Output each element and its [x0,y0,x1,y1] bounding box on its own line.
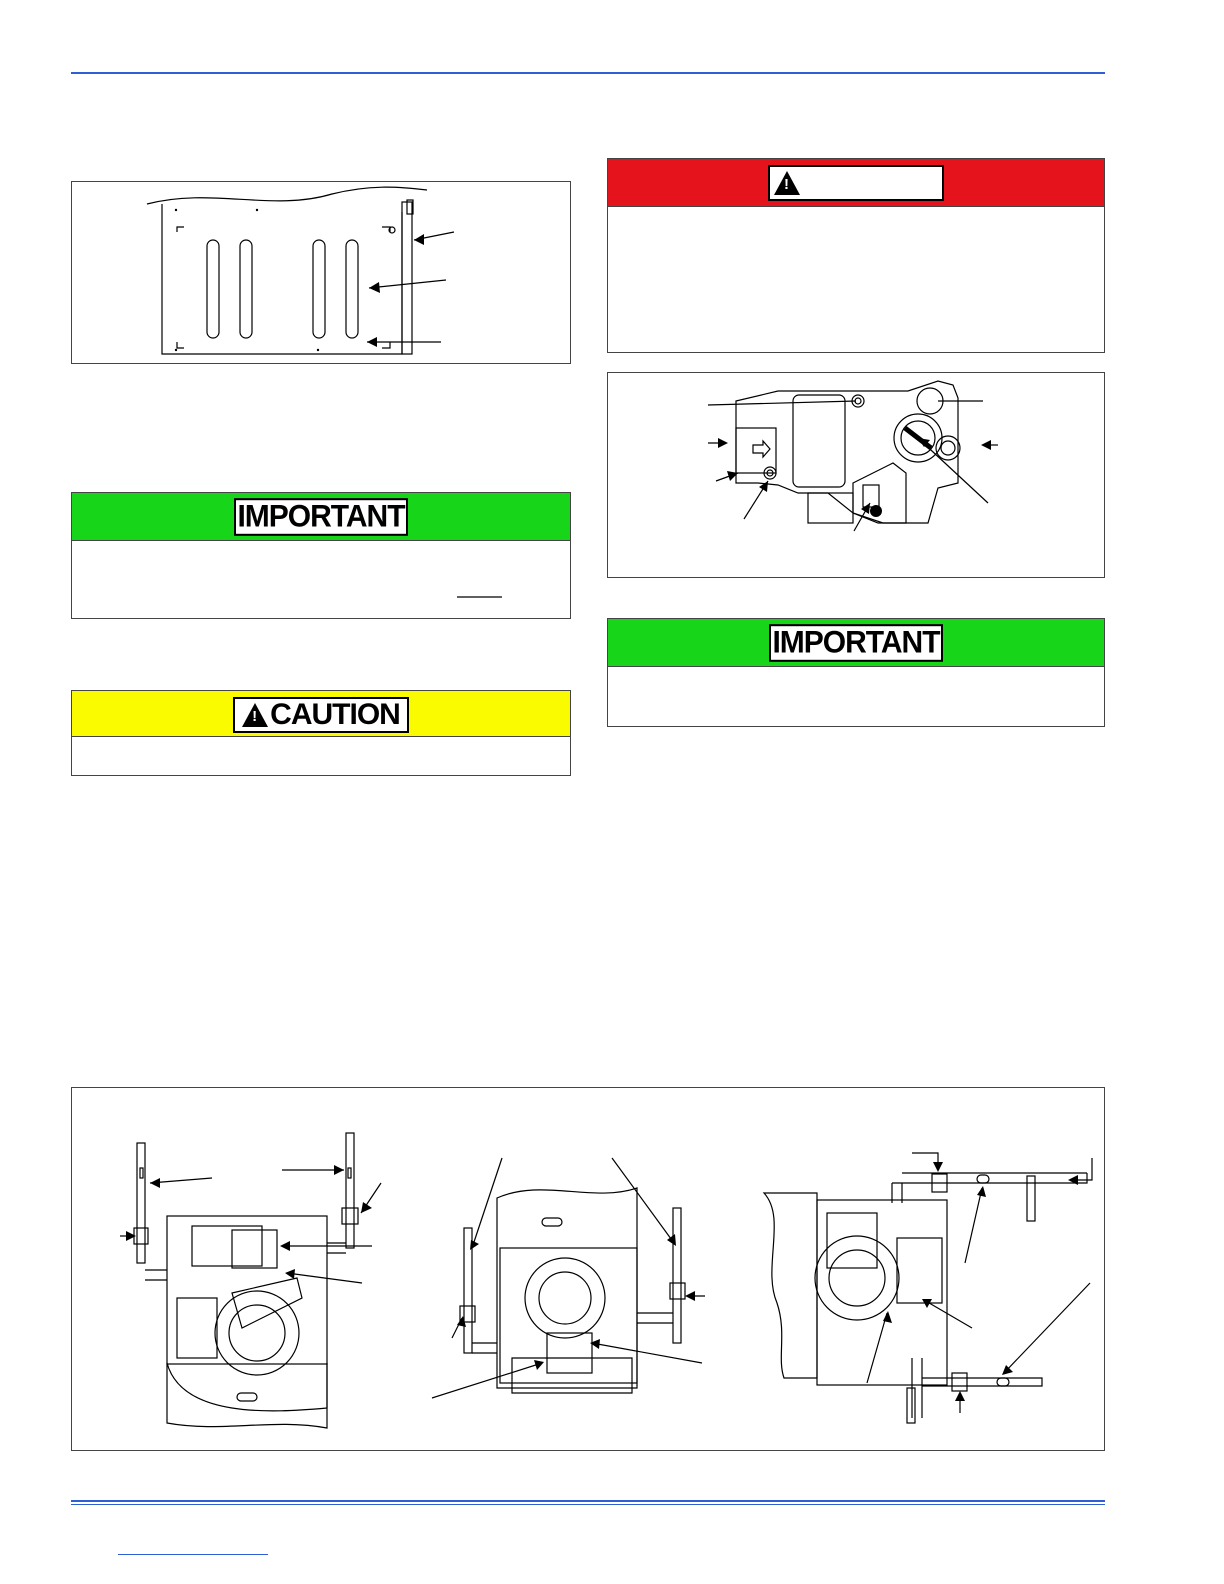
piping-view-right [764,1153,1092,1423]
important-label-2: IMPORTANT [769,624,943,662]
important-notice-1 [71,492,571,619]
footer-rule [71,1500,1105,1502]
caution-label-1 [233,697,409,733]
caution-band-1 [72,691,570,737]
figure-gas-valve [607,372,1105,578]
piping-view-left [120,1133,381,1428]
piping-view-middle [432,1158,705,1398]
gas-piping-drawing [72,1088,1106,1452]
caution-label-text: CAUTION [270,698,400,731]
caution-notice-1 [71,690,571,776]
important-underline-mark [72,493,572,620]
warning-notice-1 [607,158,1105,353]
footer-link-underline[interactable] [118,1554,268,1555]
header-rule [71,72,1105,74]
important-label-1: IMPORTANT [234,498,408,536]
warning-triangle-icon-2 [774,171,800,195]
important-band-2 [608,619,1104,667]
warning-triangle-icon [242,703,268,727]
important-notice-2 [607,618,1105,727]
warning-band-1 [608,159,1104,207]
footer-rule-thin [71,1504,1105,1505]
gas-valve-drawing [608,373,1106,579]
figure-side-panel [71,181,571,364]
warning-label-1 [768,165,944,201]
side-panel-drawing [72,182,572,365]
figure-gas-piping [71,1087,1105,1451]
